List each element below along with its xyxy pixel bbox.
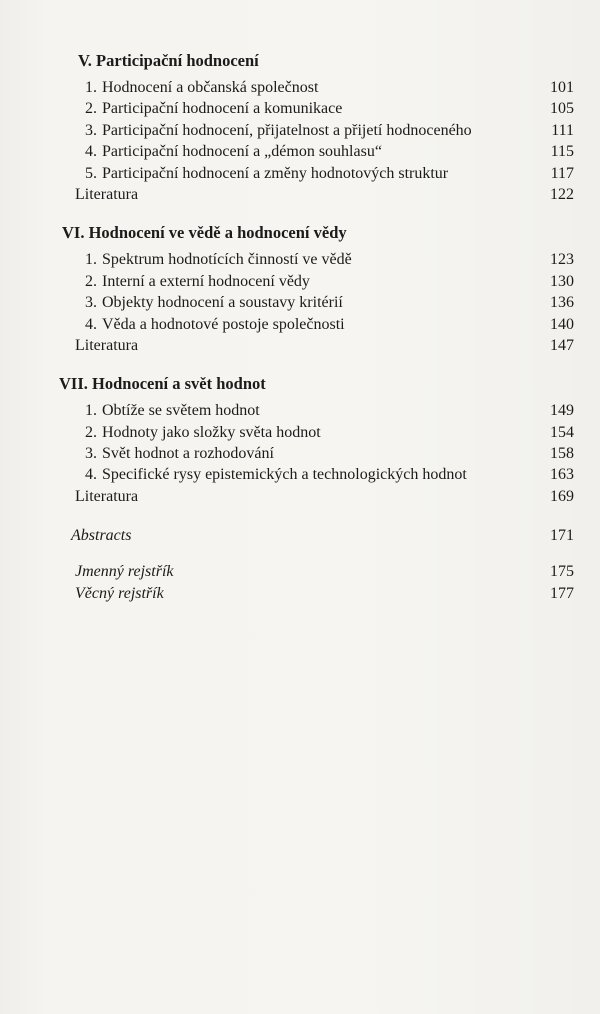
entry-number: 3. [85, 445, 97, 463]
entry-title: Participační hodnocení a změny hodnotových struktur [102, 164, 449, 182]
entry-page: 117 [550, 164, 574, 182]
entry-title: Specifické rysy epistemických a technologických hodnot [102, 466, 467, 484]
entry-title: Literatura [75, 487, 139, 505]
entry-title: Literatura [75, 336, 139, 354]
toc-back-matter [71, 525, 574, 605]
entry-number: 3. [85, 294, 97, 312]
entry-number: 2. [85, 423, 97, 441]
entry-page: 175 [550, 563, 574, 581]
entry-title: Participační hodnocení a „démon souhlasu“ [102, 143, 382, 161]
entry-title: Participační hodnocení a komunikace [102, 100, 343, 118]
toc-entry[interactable] [75, 400, 574, 421]
entry-title: Abstracts [71, 527, 132, 545]
toc-entry[interactable] [75, 141, 574, 162]
entry-page: 154 [550, 423, 574, 441]
toc-entry[interactable] [75, 120, 574, 141]
entry-page: 171 [550, 527, 574, 545]
toc-entry-name-index[interactable] [75, 561, 574, 583]
entry-page: 163 [550, 466, 574, 484]
toc-section-vii [59, 374, 574, 507]
entry-page: 101 [550, 79, 574, 96]
entry-number: 2. [85, 100, 97, 118]
toc-entry-literature[interactable] [75, 335, 574, 356]
toc-entry-subject-index[interactable] [75, 583, 574, 605]
entry-page: 177 [550, 585, 574, 603]
entry-number: 1. [85, 251, 97, 269]
entry-number: 5. [85, 164, 97, 182]
entry-page: 169 [550, 487, 574, 505]
entry-title: Participační hodnocení, přijatelnost a přijetí hodnoceného [102, 121, 472, 139]
entry-number: 4. [85, 315, 97, 333]
toc-entry[interactable] [75, 292, 574, 313]
toc-entry[interactable] [75, 163, 574, 184]
entry-title: Objekty hodnocení a soustavy kritérií [102, 294, 343, 312]
section-title: VII. Hodnocení a svět hodnot [59, 374, 266, 394]
entry-number: 2. [85, 272, 97, 290]
toc-entry[interactable] [75, 249, 574, 270]
entry-title: Literatura [75, 185, 139, 203]
entry-number: 1. [85, 402, 97, 420]
entry-number: 4. [85, 466, 97, 484]
entry-page: 130 [550, 272, 574, 290]
entry-title: Interní a externí hodnocení vědy [102, 272, 310, 290]
entry-title: Jmenný rejstřík [75, 563, 174, 581]
entry-title: Hodnoty jako složky světa hodnot [102, 423, 321, 441]
entry-title: Věcný rejstřík [75, 585, 164, 603]
section-title: V. Participační hodnocení [78, 51, 259, 70]
entry-number: 1. [85, 79, 97, 96]
toc-entry-literature[interactable] [75, 184, 574, 205]
toc-entry[interactable] [75, 77, 574, 98]
toc-entry-abstracts[interactable] [71, 525, 574, 547]
section-title: VI. Hodnocení ve vědě a hodnocení vědy [62, 223, 347, 243]
entry-number: 3. [85, 121, 97, 139]
entry-title: Spektrum hodnotících činností ve vědě [102, 251, 352, 269]
entry-page: 136 [550, 294, 574, 312]
table-of-contents [59, 51, 574, 605]
entry-number: 4. [85, 143, 97, 161]
toc-entry[interactable] [75, 271, 574, 292]
entry-page: 147 [550, 336, 574, 354]
toc-entry[interactable] [75, 98, 574, 119]
entry-page: 158 [550, 445, 574, 463]
toc-section-vi [62, 223, 574, 356]
entry-page: 123 [550, 251, 574, 269]
toc-entry[interactable] [75, 443, 574, 464]
entry-title: Hodnocení a občanská společnost [102, 79, 319, 96]
toc-section-v [75, 51, 574, 205]
entry-title: Věda a hodnotové postoje společnosti [102, 315, 345, 333]
toc-entry[interactable] [75, 422, 574, 443]
entry-page: 122 [550, 185, 574, 203]
toc-entry-literature[interactable] [75, 486, 574, 507]
toc-entry[interactable] [75, 314, 574, 335]
toc-entry[interactable] [75, 464, 574, 485]
entry-title: Obtíže se světem hodnot [102, 402, 260, 420]
entry-title: Svět hodnot a rozhodování [102, 445, 274, 463]
entry-page: 140 [550, 315, 574, 333]
entry-page: 115 [550, 143, 574, 161]
entry-page: 149 [550, 402, 574, 420]
entry-page: 111 [551, 121, 574, 139]
entry-page: 105 [550, 100, 574, 118]
